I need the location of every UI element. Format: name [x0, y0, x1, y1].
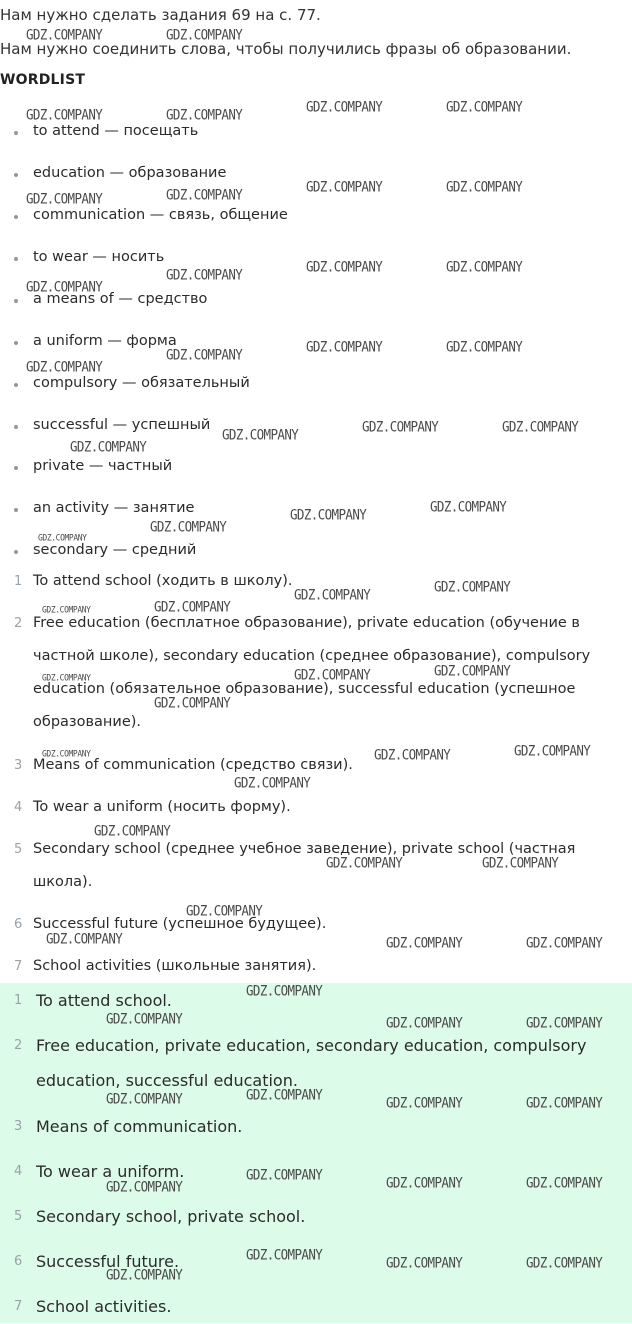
watermark: GDZ.COMPANY [26, 25, 103, 44]
item-number: 5 [14, 842, 23, 857]
watermark: GDZ.COMPANY [446, 257, 523, 276]
bullet-dot-icon [14, 425, 18, 429]
watermark: GDZ.COMPANY [106, 1009, 183, 1028]
list-item: 1 To attend school (ходить в школу). [14, 565, 626, 598]
answer-item: 6 Successful future. [14, 1244, 626, 1279]
list-item: 3 Means of communication (средство связи). [14, 749, 626, 782]
watermark: GDZ.COMPANY [526, 1173, 603, 1192]
watermark: GDZ.COMPANY [386, 1093, 463, 1112]
watermark: GDZ.COMPANY [154, 597, 231, 616]
watermark: GDZ.COMPANY [306, 337, 383, 356]
watermark: GDZ.COMPANY [386, 933, 463, 952]
answer-item: 4 To wear a uniform. [14, 1154, 626, 1189]
bullet-dot-icon [14, 508, 18, 512]
watermark: GDZ.COMPANY [246, 1085, 323, 1104]
watermark: GDZ.COMPANY [386, 1173, 463, 1192]
watermark: GDZ.COMPANY [106, 1089, 183, 1108]
watermark: GDZ.COMPANY [446, 337, 523, 356]
watermark: GDZ.COMPANY [294, 665, 371, 684]
bullet-dot-icon [14, 131, 18, 135]
bullet-dot-icon [14, 299, 18, 303]
watermark: GDZ.COMPANY [326, 853, 403, 872]
watermark: GDZ.COMPANY [246, 1165, 323, 1184]
watermark: GDZ.COMPANY [70, 437, 147, 456]
watermark: GDZ.COMPANY [526, 1013, 603, 1032]
bullet-dot-icon [14, 257, 18, 261]
watermark: GDZ.COMPANY [306, 257, 383, 276]
item-number: 2 [14, 1038, 23, 1053]
item-number: 2 [14, 616, 23, 631]
item-number: 6 [14, 917, 23, 932]
list-item: 6 Successful future (успешное будущее). [14, 908, 626, 941]
item-number: 7 [14, 959, 23, 974]
watermark: GDZ.COMPANY [374, 745, 451, 764]
watermark: GDZ.COMPANY [106, 1177, 183, 1196]
answer-item: 7 School activities. [14, 1289, 626, 1324]
watermark: GDZ.COMPANY [42, 748, 91, 759]
watermark: GDZ.COMPANY [234, 773, 311, 792]
answer-item: 2 Free education, private education, secondary education, compulsory education, successful education. [14, 1028, 626, 1098]
item-number: 4 [14, 1164, 23, 1179]
watermark: GDZ.COMPANY [94, 821, 171, 840]
item-number: 1 [14, 574, 23, 589]
watermark: GDZ.COMPANY [386, 1013, 463, 1032]
watermark: GDZ.COMPANY [222, 425, 299, 444]
watermark: GDZ.COMPANY [166, 105, 243, 124]
item-number: 3 [14, 1119, 23, 1134]
watermark: GDZ.COMPANY [502, 417, 579, 436]
watermark: GDZ.COMPANY [434, 577, 511, 596]
watermark: GDZ.COMPANY [246, 1245, 323, 1264]
watermark: GDZ.COMPANY [186, 901, 263, 920]
item-number: 1 [14, 993, 23, 1008]
watermark: GDZ.COMPANY [26, 277, 103, 296]
item-number: 5 [14, 1209, 23, 1224]
watermark: GDZ.COMPANY [166, 185, 243, 204]
watermark: GDZ.COMPANY [46, 929, 123, 948]
list-item: 4 To wear a uniform (носить форму). [14, 791, 626, 824]
item-number: 6 [14, 1254, 23, 1269]
watermark: GDZ.COMPANY [526, 1093, 603, 1112]
watermark: GDZ.COMPANY [166, 265, 243, 284]
watermark: GDZ.COMPANY [294, 585, 371, 604]
answer-item: 3 Means of communication. [14, 1109, 626, 1144]
watermark: GDZ.COMPANY [526, 1253, 603, 1272]
watermark: GDZ.COMPANY [154, 693, 231, 712]
answer-item: 5 Secondary school, private school. [14, 1199, 626, 1234]
watermark: GDZ.COMPANY [446, 177, 523, 196]
bullet-dot-icon [14, 466, 18, 470]
watermark: GDZ.COMPANY [482, 853, 559, 872]
watermark: GDZ.COMPANY [386, 1253, 463, 1272]
watermark: GDZ.COMPANY [434, 661, 511, 680]
watermark: GDZ.COMPANY [26, 105, 103, 124]
watermark: GDZ.COMPANY [166, 345, 243, 364]
watermark: GDZ.COMPANY [526, 933, 603, 952]
watermark: GDZ.COMPANY [26, 357, 103, 376]
list-item: 5 Secondary school (среднее учебное заведение), private school (частная школа). [14, 833, 626, 899]
watermark: GDZ.COMPANY [26, 189, 103, 208]
answer-item: 1 To attend school. [14, 983, 626, 1018]
watermark: GDZ.COMPANY [306, 177, 383, 196]
watermark: GDZ.COMPANY [430, 497, 507, 516]
task-line: Нам нужно сделать задания 69 на с. 77. [0, 6, 321, 24]
item-number: 7 [14, 1299, 23, 1314]
watermark: GDZ.COMPANY [42, 672, 91, 683]
watermark: GDZ.COMPANY [38, 532, 87, 543]
watermark: GDZ.COMPANY [362, 417, 439, 436]
bullet-dot-icon [14, 383, 18, 387]
bullet-dot-icon [14, 341, 18, 345]
watermark: GDZ.COMPANY [306, 97, 383, 116]
watermark: GDZ.COMPANY [42, 604, 91, 615]
list-item: 7 School activities (школьные занятия). [14, 950, 626, 983]
bullet-dot-icon [14, 173, 18, 177]
list-item: 2 Free education (бесплатное образование), private education (обучение в частной школе), secondary education (среднее образование), compulsory education (обязательное образование), successful education (успешное образование). [14, 607, 626, 739]
watermark: GDZ.COMPANY [290, 505, 367, 524]
watermark: GDZ.COMPANY [150, 517, 227, 536]
bullet-dot-icon [14, 550, 18, 554]
watermark: GDZ.COMPANY [446, 97, 523, 116]
watermark: GDZ.COMPANY [166, 25, 243, 44]
task-description: Нам нужно соединить слова, чтобы получились фразы об образовании. [0, 40, 572, 58]
watermark: GDZ.COMPANY [514, 741, 591, 760]
watermark: GDZ.COMPANY [106, 1265, 183, 1284]
bullet-dot-icon [14, 215, 18, 219]
item-number: 3 [14, 758, 23, 773]
item-number: 4 [14, 800, 23, 815]
watermark: GDZ.COMPANY [246, 981, 323, 1000]
wordlist-title: WORDLIST [0, 72, 86, 88]
